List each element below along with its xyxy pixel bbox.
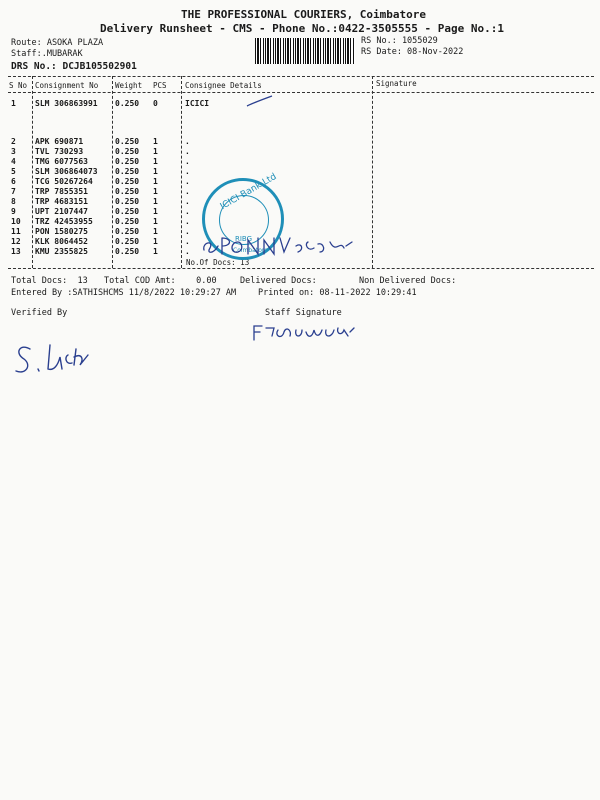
cell-weight: 0.250 [115, 177, 140, 186]
tick-mark-icon [245, 94, 275, 110]
table-row [0, 167, 600, 177]
recipient-signature [200, 228, 360, 258]
table-row [0, 197, 600, 207]
cell-pcs: 1 [153, 167, 158, 176]
cell-consignment: TRP 4683151 [35, 197, 88, 206]
cell-weight: 0.250 [115, 197, 140, 206]
table-row [0, 147, 600, 157]
cell-details: . [185, 197, 190, 206]
cell-consignment: APK 690871 [35, 137, 84, 146]
cell-sno: 6 [11, 177, 16, 186]
cell-weight: 0.250 [115, 247, 140, 256]
rs-number: RS No.: 1055029 [361, 36, 438, 46]
cell-sno: 11 [11, 227, 21, 236]
cell-weight: 0.250 [115, 99, 140, 108]
cell-consignment: SLM 306864073 [35, 167, 98, 176]
cell-pcs: 0 [153, 99, 158, 108]
cell-details: . [185, 237, 190, 246]
staff-signature [250, 322, 360, 347]
cell-pcs: 1 [153, 137, 158, 146]
cell-pcs: 1 [153, 217, 158, 226]
cell-details: ICICI [185, 99, 210, 108]
cell-weight: 0.250 [115, 147, 140, 156]
non-delivered-docs: Non Delivered Docs: [359, 276, 457, 286]
barcode [255, 38, 355, 64]
cell-pcs: 1 [153, 187, 158, 196]
cell-sno: 1 [11, 99, 16, 108]
col-signature: Signature [376, 79, 417, 88]
entered-by: Entered By :SATHISHCMS 11/8/2022 10:29:27 AM [11, 288, 237, 298]
cell-sno: 12 [11, 237, 21, 246]
route-label: Route: ASOKA PLAZA [11, 38, 104, 48]
verified-by-label: Verified By [11, 308, 68, 318]
cell-details: . [185, 137, 190, 146]
cell-details: . [185, 147, 190, 156]
staff-signature-label: Staff Signature [265, 308, 342, 318]
runsheet-subtitle: Delivery Runsheet - CMS - Phone No.:0422-3505555 - Page No.:1 [100, 22, 504, 35]
no-of-docs: No.Of Docs: 13 [186, 258, 250, 267]
table-row [0, 207, 600, 217]
delivered-docs: Delivered Docs: [240, 276, 317, 286]
cell-pcs: 1 [153, 147, 158, 156]
col-sno: S No [9, 81, 28, 90]
cell-sno: 10 [11, 217, 21, 226]
cell-details: . [185, 157, 190, 166]
table-row [0, 99, 600, 109]
cell-sno: 2 [11, 137, 16, 146]
cell-sno: 7 [11, 187, 16, 196]
cell-weight: 0.250 [115, 167, 140, 176]
cell-weight: 0.250 [115, 187, 140, 196]
cell-weight: 0.250 [115, 237, 140, 246]
printed-on: Printed on: 08-11-2022 10:29:41 [258, 288, 417, 298]
cell-pcs: 1 [153, 177, 158, 186]
cell-pcs: 1 [153, 197, 158, 206]
cell-consignment: SLM 306863991 [35, 99, 98, 108]
cell-details: . [185, 217, 190, 226]
cell-pcs: 1 [153, 207, 158, 216]
total-docs: Total Docs: 13 [11, 276, 88, 286]
cell-consignment: KMU 2355825 [35, 247, 88, 256]
staff-label: Staff:.MUBARAK [11, 49, 83, 59]
table-header-rule [8, 92, 594, 93]
cell-details: . [185, 167, 190, 176]
cell-consignment: TMG 6077563 [35, 157, 88, 166]
cell-pcs: 1 [153, 237, 158, 246]
cell-pcs: 1 [153, 247, 158, 256]
stamp-text-mid: RIBG [235, 235, 253, 243]
cell-weight: 0.250 [115, 137, 140, 146]
cell-details: . [185, 247, 190, 256]
cell-consignment: UPT 2107447 [35, 207, 88, 216]
cell-details: . [185, 177, 190, 186]
col-consignment: Consignment No [35, 81, 99, 90]
company-title: THE PROFESSIONAL COURIERS, Coimbatore [181, 8, 427, 21]
cell-sno: 3 [11, 147, 16, 156]
table-top-rule [8, 76, 594, 77]
col-weight: Weight [115, 81, 143, 90]
cell-sno: 8 [11, 197, 16, 206]
cell-consignment: TVL 730293 [35, 147, 84, 156]
cell-consignment: TCG 50267264 [35, 177, 93, 186]
cell-consignment: PON 1580275 [35, 227, 88, 236]
cell-sno: 9 [11, 207, 16, 216]
cell-weight: 0.250 [115, 227, 140, 236]
cell-consignment: KLK 8064452 [35, 237, 88, 246]
col-pcs: PCS [153, 81, 167, 90]
cell-details: . [185, 187, 190, 196]
cell-sno: 13 [11, 247, 21, 256]
cell-weight: 0.250 [115, 157, 140, 166]
total-cod: Total COD Amt: 0.00 [104, 276, 217, 286]
table-row [0, 157, 600, 167]
stamp-text-bottom: Coimbatore [233, 247, 268, 254]
cell-sno: 5 [11, 167, 16, 176]
rs-date: RS Date: 08-Nov-2022 [361, 47, 464, 57]
cell-details: . [185, 207, 190, 216]
cell-pcs: 1 [153, 157, 158, 166]
table-row [0, 177, 600, 187]
cell-weight: 0.250 [115, 217, 140, 226]
drs-number: DRS No.: DCJB105502901 [11, 61, 137, 72]
cell-pcs: 1 [153, 227, 158, 236]
cell-details: . [185, 227, 190, 236]
cell-weight: 0.250 [115, 207, 140, 216]
cell-consignment: TRP 7855351 [35, 187, 88, 196]
stamp-text-top: ICICI Bank Ltd [218, 171, 279, 213]
table-bottom-rule [8, 268, 594, 269]
cell-sno: 4 [11, 157, 16, 166]
table-row [0, 187, 600, 197]
cell-consignment: TRZ 42453955 [35, 217, 93, 226]
col-consignee: Consignee Details [185, 81, 262, 90]
table-row [0, 137, 600, 147]
table-row [0, 217, 600, 227]
verified-signature [12, 335, 112, 380]
